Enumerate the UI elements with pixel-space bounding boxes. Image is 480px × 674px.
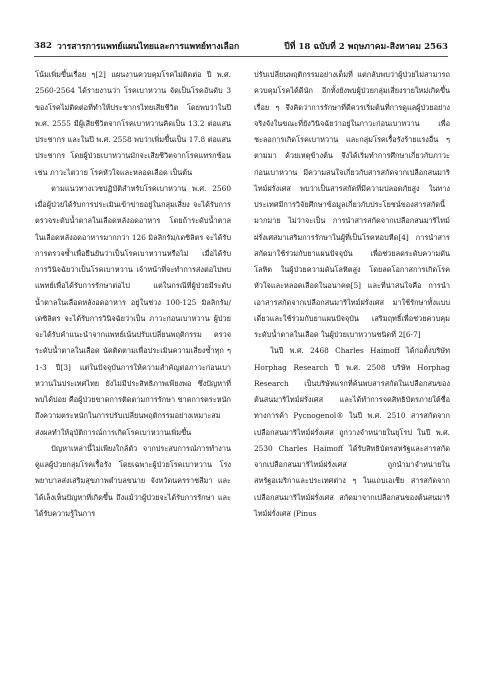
paragraph: ในปี พ.ศ. 2468 Charles Haimoff ได้ก่อตั้งบริษัท Horphag Research ปี พ.ศ. 2508 บริษัท Horphag Research เป็นบริษัทแรกที่ค้นพบสารสกัดในเปลือกสนของต้นสนมาริไทม์ฝรั่งเศส และได้ทำการจดสิทธิบัตรภายใต้ชื่อทางการค้า Pycnogenol® ในปี พ.ศ. 2510 สารสกัดจากเปลือกสนมาริไทม์ฝรั่งเศส ถูกวางจำหน่ายในยุโรป ในปี พ.ศ. 2530 Charles Haimoff ได้รับสิทธิบัตรสหรัฐและสารสกัดจากเปลือกสนมาริไทม์ฝรั่งเศส ถูกนำมาจำหน่ายในสหรัฐอเมริกาและประเทศต่าง ๆ ในแถบเอเชีย สารสกัดจากเปลือกสนมาริไทม์ฝรั่งเศส สกัดมาจากเปลือกสนของต้นสนมาริไทม์ฝรั่งเศส (Pinus	[254, 346, 450, 518]
header-divider	[34, 56, 448, 57]
issue-info: ปีที่ 18 ฉบับที่ 2 พฤษภาคม-สิงหาคม 2563	[284, 42, 448, 52]
journal-title: วารสารการแพทย์แผนไทยและการแพทย์ทางเลือก	[56, 42, 240, 52]
paragraph: ตามแนวทางเวชปฏิบัติสำหรับโรคเบาหวาน พ.ศ. 2560 เมื่อผู้ป่วยได้รับการประเมินเข้าข่ายอยู่ในกลุ่มเสี่ยง จะได้รับการตรวจระดับน้ำตาลในเลือดหลังอดอาหาร โดยถ้าระดับน้ำตาลในเลือดหลังอดอาหารมากกว่า 126 มิลลิกรัม/เดซิลิตร จะได้รับการตรวจซ้ำเพื่อยืนยันว่าเป็นโรคเบาหวานหรือไม่ เมื่อได้รับการวินิจฉัยว่าเป็นโรคเบาหวาน เจ้าหน้าที่จะทำการส่งต่อไปพบแพทย์เพื่อได้รับการรักษาต่อไป แต่ในกรณีที่ผู้ป่วยมีระดับน้ำตาลในเลือดหลังอดอาหาร อยู่ในช่วง 100-125 มิลลิกรัม/เดซิลิตร จะได้รับการวินิจฉัยว่าเป็น ภาวะก่อนเบาหวาน ผู้ป่วยจะได้รับคำแนะนำจากแพทย์เน้นปรับเปลี่ยนพฤติกรรม ตรวจระดับน้ำตาลในเลือด นัดติดตามเพื่อประเมินความเสี่ยงซ้ำทุก ๆ 1-3 ปี[3] แต่ในปัจจุบันการให้ความสำคัญต่อภาวะก่อนเบาหวานในประเทศไทย ยังไม่มีประสิทธิภาพเพียงพอ ซึ่งปัญหาที่พบได้บ่อย คือผู้ป่วยขาดการติดตามการรักษา ขาดการตระหนักถึงความตระหนักในการปรับเปลี่ยนพฤติกรรมอย่างเหมาะสม ส่งผลทำให้อุบัติการณ์การเกิดโรคเบาหวานเพิ่มขึ้น	[35, 183, 231, 437]
running-header	[34, 38, 448, 54]
paragraph: ปรับเปลี่ยนพฤติกรรมอย่างเต็มที่ แต่กลับพบว่าผู้ป่วยไม่สามารถควบคุมโรคได้ดีนัก อีกทั้งยังพบผู้ป่วยกลุ่มเสี่ยงรายใหม่เกิดขึ้นเรื่อย ๆ จึงคิดว่าการรักษาที่ดีควรเริ่มต้นที่การดูแลผู้ป่วยอย่างจริงจังในขณะที่ยังวินิจฉัยว่าอยู่ในภาวะก่อนเบาหวาน เพื่อชะลอการเกิดโรคเบาหวาน และกลุ่มโรคเรื้อรังร้ายแรงอื่น ๆ ตามมา ด้วยเหตุข้างต้น จึงได้เริ่มทำการศึกษาเกี่ยวกับภาวะก่อนเบาหวาน มีความสนใจเกี่ยวกับสารสกัดจากเปลือกสนมาริไทม์ฝรั่งเศส พบว่าเป็นสารสกัดที่มีความปลอดภัยสูง ในทางประเทศมีการวิจัยศึกษาข้อมูลเกี่ยวกับประโยชน์ของสารสกัดนี้มากมาย ไม่ว่าจะเป็น การนำสารสกัดจากเปลือกสนมาริไทม์ฝรั่งเศสมาเสริมการรักษาในผู้ที่เป็นโรคหอบหืด[4] การนำสารสกัดมาใช้ร่วมกับยาแผนปัจจุบัน เพื่อช่วยลดระดับความดันโลหิต ในผู้ป่วยความดันโลหิตสูง โดยลดโอกาสการเกิดโรคหัวใจและหลอดเลือดในอนาคต[5] และที่น่าสนใจคือ การนำเอาสารสกัดจากเปลือกสนมาริไทม์ฝรั่งเศส มาใช้รักษาทั้งแบบเดี่ยวและใช้ร่วมกับยาแผนปัจจุบัน เสริมฤทธิ์เพื่อช่วยควบคุมระดับน้ำตาลในเลือด ในผู้ป่วยเบาหวานชนิดที่ 2[6-7]	[254, 70, 450, 339]
page-number: 382	[34, 41, 52, 51]
left-column	[35, 67, 231, 522]
paragraph: ปัญหาเหล่านี้ไม่เพียงใกล้ตัว จากประสบการณ์การทำงานดูแลผู้ป่วยกลุ่มโรคเรื้อรัง โดยเฉพาะผู้ป่วยโรคเบาหวาน โรงพยาบาลส่งเสริมสุขภาพตำบลขนาย จังหวัดนครราชสีมา และได้เล็งเห็นปัญหาที่เกิดขึ้น ถึงแม้ว่าผู้ป่วยจะได้รับการรักษา และได้รับความรู้ในการ	[35, 443, 231, 518]
paragraph: โน้มเพิ่มขึ้นเรื่อย ๆ[2] แผนงานควบคุมโรคไม่ติดต่อ ปี พ.ศ. 2560-2564 ได้รายงานว่า โรคเบาหวาน จัดเป็นโรคอันดับ 3 ของโรคไม่ติดต่อที่ทำให้ประชากรไทยเสียชีวิต โดยพบว่าในปี พ.ศ. 2555 มีผู้เสียชีวิตจากโรคเบาหวานคิดเป็น 13.2 ต่อแสนประชากร และในปี พ.ศ. 2558 พบว่าเพิ่มขึ้นเป็น 17.8 ต่อแสนประชากร โดยผู้ป่วยเบาหวานมักจะเสียชีวิตจากโรคแทรกซ้อนเช่น ภาวะไตวาย โรคหัวใจและหลอดเลือด เป็นต้น	[35, 70, 231, 177]
right-column	[254, 67, 450, 522]
